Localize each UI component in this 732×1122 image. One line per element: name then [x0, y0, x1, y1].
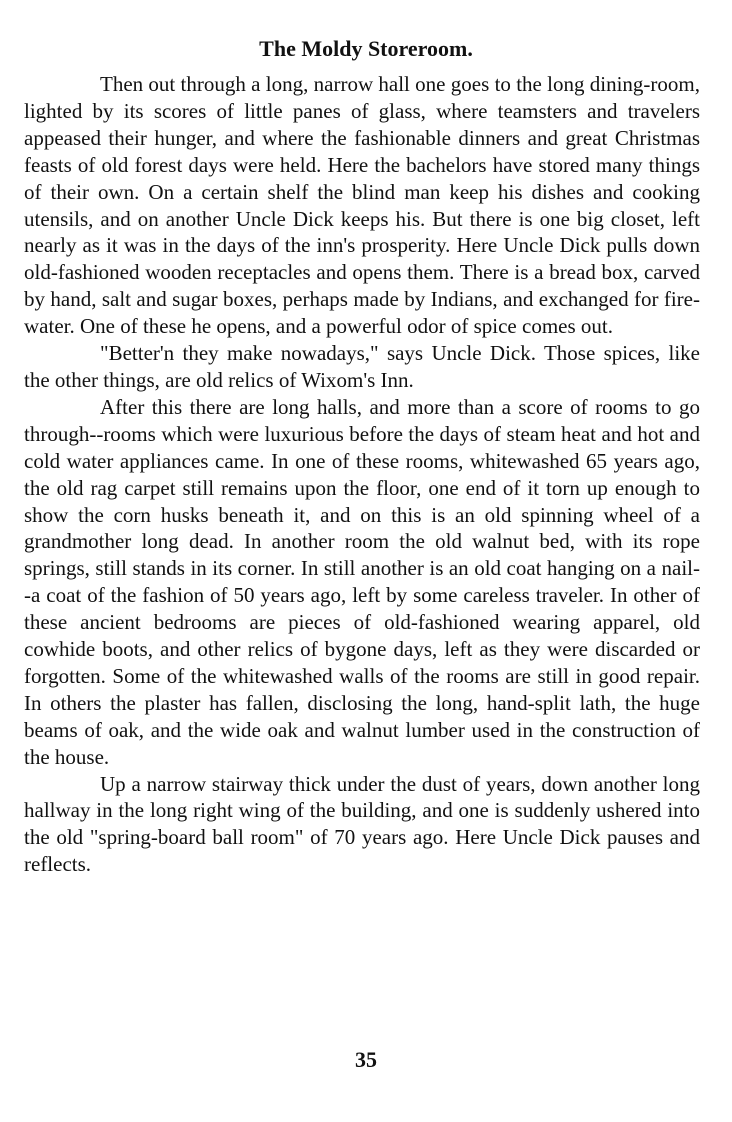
page-number: 35 — [355, 1047, 377, 1072]
paragraph: Up a narrow stairway thick under the dust of years, down another long hallway in the long right wing of the building, and one is suddenly ushered into the old "spring-board ball room" of 70 years ago. Here Uncle Dick pauses and reflects. — [24, 771, 700, 877]
body-text — [24, 71, 700, 878]
paragraph: "Better'n they make nowadays," says Uncle Dick. Those spices, like the other things, are old relics of Wixom's Inn. — [24, 341, 700, 392]
paragraph: After this there are long halls, and more than a score of rooms to go through--rooms which were luxurious before the days of steam heat and hot and cold water appliances came. In one of these rooms, whitewashed 65 years ago, the old rag carpet still remains upon the floor, one end of it torn up enough to show the corn husks beneath it, and on this is an old spinning wheel of a grandmother long dead. In another room the old walnut bed, with its rope springs, still stands in its corner. In still another is an old coat hanging on a nail--a coat of the fashion of 50 years ago, left by some careless traveler. In other of these ancient bedrooms are pieces of old-fashioned wearing apparel, old cowhide boots, and other relics of bygone days, left as they were discarded or forgotten. Some of the whitewashed walls of the rooms are still in good repair. In others the plaster has fallen, disclosing the long, hand-split lath, the huge beams of oak, and the wide oak and walnut lumber used in the construction of the house. — [24, 394, 700, 769]
paragraph: Then out through a long, narrow hall one goes to the long dining-room, lighted by its scores of little panes of glass, where teamsters and travelers appeased their hunger, and where the fashionable dinners and great Christmas feasts of old forest days were held. Here the bachelors have stored many things of their own. On a certain shelf the blind man keep his dishes and cooking utensils, and on another Uncle Dick keeps his. But there is one big closet, left nearly as it was in the days of the inn's prosperity. Here Uncle Dick pulls down old-fashioned wooden receptacles and opens them. There is a bread box, carved by hand, salt and sugar boxes, perhaps made by Indians, and exchanged for fire-water. One of these he opens, and a powerful odor of spice comes out. — [24, 72, 700, 339]
section-title: The Moldy Storeroom. — [259, 36, 473, 61]
